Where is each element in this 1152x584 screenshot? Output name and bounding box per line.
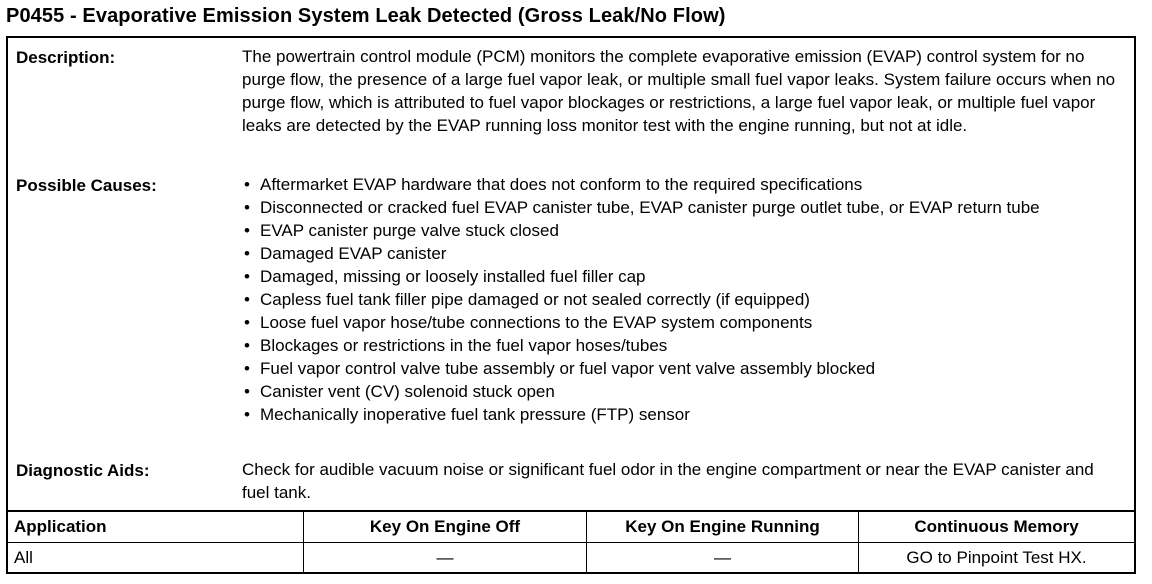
cause-item: • Disconnected or cracked fuel EVAP canister tube, EVAP canister purge outlet tube, or EVAP return tube	[242, 196, 1122, 219]
header-continuous-memory: Continuous Memory	[914, 517, 1079, 536]
cause-item: • Blockages or restrictions in the fuel vapor hoses/tubes	[242, 334, 1122, 357]
cause-item: • EVAP canister purge valve stuck closed	[242, 219, 1122, 242]
header-key-on-engine-running: Key On Engine Running	[587, 512, 859, 542]
cause-item: • Aftermarket EVAP hardware that does not conform to the required specifications	[242, 173, 1122, 196]
header-application: Application	[8, 512, 304, 542]
diagnostic-aids-text: Check for audible vacuum noise or significant fuel odor in the engine compartment or near the EVAP canister and fuel tank.	[242, 460, 1094, 502]
cause-item: • Fuel vapor control valve tube assembly or fuel vapor vent valve assembly blocked	[242, 357, 1122, 380]
cause-item: • Capless fuel tank filler pipe damaged or not sealed correctly (if equipped)	[242, 288, 1122, 311]
possible-causes-label: Possible Causes:	[16, 176, 157, 195]
test-table	[8, 510, 1134, 572]
cause-item: • Loose fuel vapor hose/tube connections to the EVAP system components	[242, 311, 1122, 334]
table-row	[8, 543, 1134, 573]
cause-item: • Canister vent (CV) solenoid stuck open	[242, 380, 1122, 403]
cause-item: • Damaged, missing or loosely installed fuel filler cap	[242, 265, 1122, 288]
description-text: The powertrain control module (PCM) monitors the complete evaporative emission (EVAP) control system for no purge flow, the presence of a large fuel vapor leak, or multiple small fuel vapor leaks. System failure occurs when no purge flow, which is attributed to fuel vapor blockages or restrictions, a large fuel vapor leak, or multiple fuel vapor leaks are detected by the EVAP running loss monitor test with the engine running, but not at idle.	[242, 47, 1116, 135]
possible-causes-list	[242, 173, 1122, 426]
table-header-row	[8, 512, 1134, 543]
cause-item: • Damaged EVAP canister	[242, 242, 1122, 265]
dtc-info-box	[6, 36, 1136, 574]
cell-key-on-engine-off: —	[304, 543, 587, 573]
cell-continuous-memory: GO to Pinpoint Test HX.	[906, 548, 1087, 567]
description-label: Description:	[16, 48, 116, 67]
diagnostic-aids-label: Diagnostic Aids:	[16, 461, 150, 480]
header-key-on-engine-off: Key On Engine Off	[304, 512, 587, 542]
cause-item: • Mechanically inoperative fuel tank pressure (FTP) sensor	[242, 403, 1122, 426]
cell-key-on-engine-running: —	[587, 543, 859, 573]
cell-application: All	[8, 543, 304, 573]
page-title: P0455 - Evaporative Emission System Leak Detected (Gross Leak/No Flow)	[6, 5, 726, 27]
